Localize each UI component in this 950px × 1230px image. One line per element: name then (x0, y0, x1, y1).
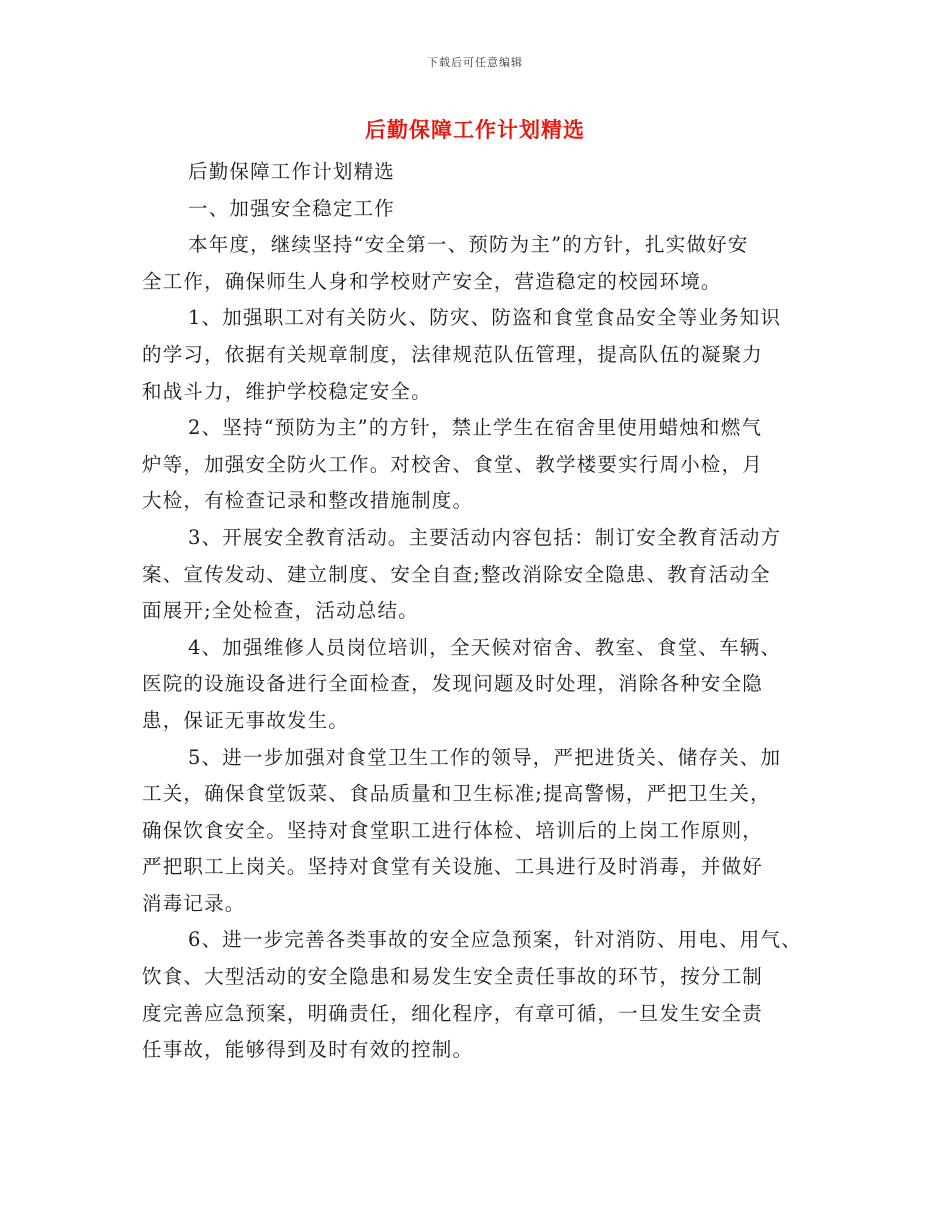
body-line: 医院的设施设备进行全面检查，发现问题及时处理，消除各种安全隐 (142, 672, 764, 696)
body-line: 面展开;全处检查，活动总结。 (142, 599, 419, 623)
body-line: 全工作，确保师生人身和学校财产安全，营造稳定的校园环境。 (142, 269, 722, 293)
body-line: 本年度，继续坚持“安全第一、预防为主”的方针，扎实做好安 (188, 233, 749, 257)
body-line: 一、加强安全稳定工作 (188, 196, 396, 220)
body-line: 工关，确保食堂饭菜、食品质量和卫生标准;提高警惕，严把卫生关， (142, 782, 771, 806)
body-line: 和战斗力，维护学校稳定安全。 (142, 379, 432, 403)
body-line: 饮食、大型活动的安全隐患和易发生安全责任事故的环节，按分工制 (142, 965, 764, 989)
body-line: 案、宣传发动、建立制度、安全自查;整改消除安全隐患、教育活动全 (142, 562, 771, 586)
body-line: 患，保证无事故发生。 (142, 708, 350, 732)
document-body (142, 154, 822, 1069)
body-line: 消毒记录。 (142, 891, 246, 915)
header-note: 下载后可任意编辑 (427, 56, 523, 69)
body-line: 大检，有检查记录和整改措施制度。 (142, 489, 474, 513)
body-line: 1、加强职工对有关防火、防灾、防盗和食堂食品安全等业务知识 (188, 306, 782, 330)
body-line: 2、坚持“预防为主”的方针，禁止学生在宿舍里使用蜡烛和燃气 (188, 416, 763, 440)
body-line: 3、开展安全教育活动。主要活动内容包括：制订安全教育活动方 (188, 525, 782, 549)
body-line: 4、加强维修人员岗位培训，全天候对宿舍、教室、食堂、车辆、 (188, 635, 782, 659)
body-line: 任事故，能够得到及时有效的控制。 (142, 1038, 474, 1062)
body-line: 6、进一步完善各类事故的安全应急预案，针对消防、用电、用气、 (188, 928, 802, 952)
body-line: 5、进一步加强对食堂卫生工作的领导，严把进货关、储存关、加 (188, 745, 782, 769)
body-line: 度完善应急预案，明确责任，细化程序，有章可循，一旦发生安全责 (142, 1001, 764, 1025)
body-line: 确保饮食安全。坚持对食堂职工进行体检、培训后的上岗工作原则， (142, 818, 764, 842)
body-line: 后勤保障工作计划精选 (188, 160, 396, 183)
body-line: 严把职工上岗关。坚持对食堂有关设施、工具进行及时消毒，并做好 (142, 855, 764, 879)
body-line: 炉等，加强安全防火工作。对校舍、食堂、教学楼要实行周小检，月 (142, 452, 764, 476)
document-title: 后勤保障工作计划精选 (365, 118, 585, 142)
body-line: 的学习，依据有关规章制度，法律规范队伍管理，提高队伍的凝聚力 (142, 342, 764, 366)
